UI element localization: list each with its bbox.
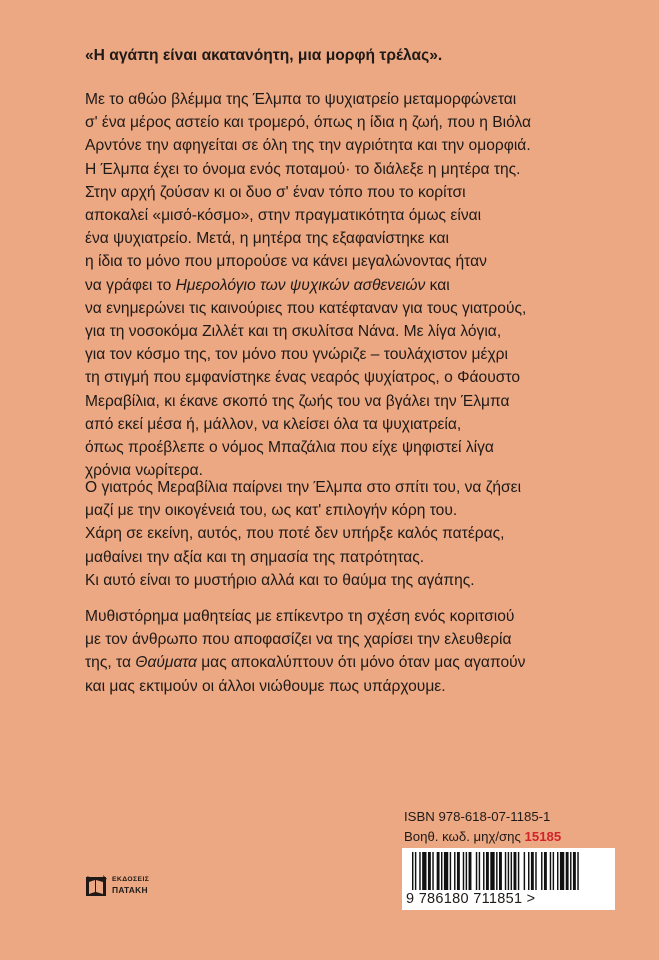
text-line: για τη νοσοκόμα Ζιλλέτ και τη σκυλίτσα Νάνα. Με λίγα λόγια, [85,323,502,341]
barcode-bar [535,852,536,890]
barcode-bar [476,852,477,890]
barcode-bar [511,852,512,890]
barcode-bar [528,852,529,890]
text-line: μαθαίνει την αξία και τη σημασία της πατρότητας. [85,548,425,566]
text-line: Κι αυτό είναι το μυστήριο αλλά και το θαύμα της αγάπης. [85,571,475,589]
italic-book-title: Ημερολόγιο των ψυχικών ασθενειών [175,276,426,294]
auxiliary-code [404,827,614,847]
barcode-bar [466,852,467,890]
text-line: σ' ένα μέρος αστείο και τρομερό, όπως η ίδια η ζωή, που η Βιόλα [85,114,532,132]
barcode-digits: 9 786180 711851 > [406,891,536,907]
barcode-bar [560,852,564,890]
text-line: Χάρη σε εκείνη, αυτός, που ποτέ δεν υπήρξε καλός πατέρας, [85,525,505,543]
text-line: και μας εκτιμούν οι άλλοι νιώθουμε πως υπάρχουμε. [85,677,446,695]
barcode-bar [573,852,576,890]
text-line: για τον κόσμο της, τον μόνο που γνώριζε – τουλάχιστον μέχρι [85,346,508,364]
blurb-paragraph-1 [85,88,625,482]
barcode-bar [479,852,480,890]
barcode-bar [441,852,442,890]
text-fragment: μας αποκαλύπτουν ότι μόνο όταν μας αγαπούν [196,654,526,672]
barcode-bar [553,852,554,890]
publisher-label: ΕΚΔΟΣΕΙΣ [112,876,150,883]
blurb-paragraph-3 [85,605,625,698]
barcode-bar [531,852,534,890]
barcode-bar [450,852,451,890]
barcode-bar [541,852,542,890]
barcode-bar [432,852,433,890]
auxiliary-code-value: 15185 [524,829,562,844]
barcode [402,848,615,910]
auxiliary-code-label: Βοηθ. κωδ. μηχ/σης [404,829,525,844]
text-line: τη στιγμή που εμφανίστηκε ένας νεαρός ψυχίατρος, ο Φάουστο [85,369,520,387]
barcode-bar [499,852,502,890]
text-line: ένα ψυχιατρείο. Μετά, η μητέρα της εξαφανίστηκε και [85,230,449,248]
barcode-bar [415,852,416,890]
epigraph-quote: «Η αγάπη είναι ακατανόητη, μια μορφή τρέλας». [85,47,443,64]
barcode-bar [518,852,519,890]
text-line: Με το αθώο βλέμμα της Έλμπα το ψυχιατρείο μεταμορφώνεται [85,91,517,108]
text-fragment: να γράφει το [85,276,176,294]
text-line: όπως προέβλεπε ο νόμος Μπαζάλια που είχε ψηφιστεί λίγα [85,439,494,457]
text-line: μαζί με την οικογένειά του, ως κατ' επιλογήν κόρη του. [85,502,458,520]
blurb-paragraph-2 [85,476,625,592]
barcode-bar [490,852,494,890]
barcode-bar [486,852,489,890]
italic-book-title: Θαύματα [135,654,197,672]
text-fragment: της, τα [85,654,136,672]
text-line: η ίδια το μόνο που μπορούσε να κάνει μεγαλώνοντας ήταν [85,253,487,271]
barcode-bar [444,852,448,890]
text-line: Μεραβίλια, κι έκανε σκοπό της ζωής του να βγάλει την Έλμπα [85,392,510,410]
text-line: Η Έλμπα έχει το όνομα ενός ποταμού· το διάλεξε η μητέρα της. [85,160,521,178]
isbn-number: ISBN 978-618-07-1185-1 [404,809,551,824]
text-fragment: και [425,276,450,294]
text-line: από εκεί μέσα ή, μάλλον, να κλείσει όλα τα ψυχιατρεία, [85,415,462,433]
barcode-bar [437,852,440,890]
text-line: με τον άνθρωπο που αποφασίζει να της χαρίσει την ελευθερία [85,631,512,649]
barcode-bar [463,852,464,890]
barcode-bar [566,852,569,890]
text-line [85,651,625,674]
barcode-bar [570,852,571,890]
text-line: Αρντόνε την αφηγείται σε όλη της την αγριότητα και την ομορφιά. [85,137,531,155]
barcode-bar [412,852,413,890]
text-line [85,274,625,297]
text-line: Ο γιατρός Μεραβίλια παίρνει την Έλμπα στο σπίτι του, να ζήσει [85,479,522,496]
barcode-bar [457,852,460,890]
barcode-bar [469,852,472,890]
text-line: αποκαλεί «μισό-κόσμο», στην πραγματικότητα όμως είναι [85,207,482,225]
barcode-bars [402,848,615,892]
barcode-bar [454,852,455,890]
publisher-name: ΠΑΤΑΚΗ [112,885,148,895]
barcode-bar [422,852,426,890]
barcode-bar [544,852,547,890]
barcode-bar [550,852,551,890]
barcode-bar [505,852,506,890]
barcode-bar [419,852,420,890]
text-line: Στην αρχή ζούσαν κι οι δυο σ' έναν τόπο που το κορίτσι [85,183,466,201]
barcode-bar [524,852,525,890]
text-line: να ενημερώνει τις καινούριες που κατέφταναν για τους γιατρούς, [85,299,527,317]
barcode-bar [577,852,578,890]
text-line: Μυθιστόρημα μαθητείας με επίκεντρο τη σχέση ενός κοριτσιού [85,608,515,625]
barcode-bar [514,852,517,890]
barcode-bar [428,852,431,890]
barcode-bar [557,852,558,890]
text-line: χρόνια νωρίτερα. [85,462,203,480]
publisher-logo [85,872,165,912]
isbn-block [404,807,614,847]
publisher-mark-icon [85,874,109,898]
barcode-bar [483,852,484,890]
barcode-bar [508,852,509,890]
barcode-bar [496,852,497,890]
